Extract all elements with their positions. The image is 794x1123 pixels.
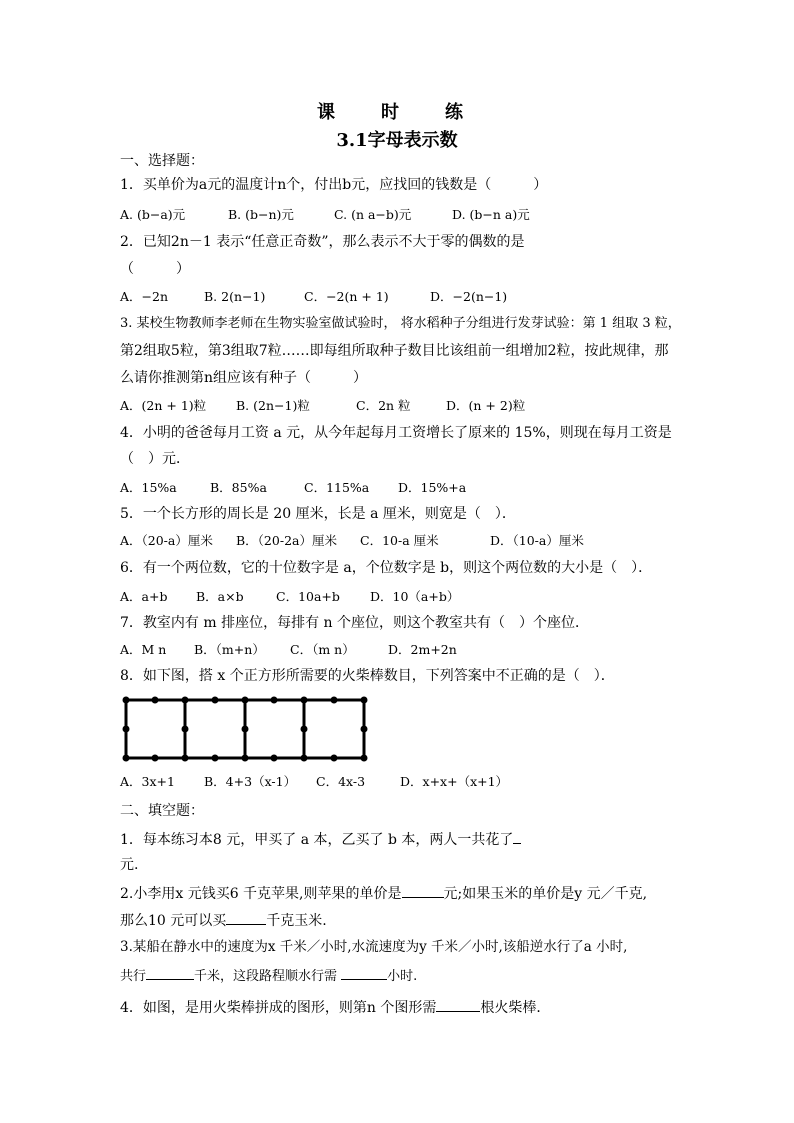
question-4-line-2: （ ）元． (120, 451, 190, 467)
option-a: A．15%a (120, 480, 177, 495)
joint-dot (301, 755, 308, 762)
option-c: C．−2(n + 1) (304, 289, 389, 304)
joint-dot (212, 697, 219, 704)
question-7-stem: 7．教室内有 m 排座位，每排有 n 个座位，则这个教室共有（ ）个座位． (120, 615, 589, 631)
fill-3-text-b: 千米，这段路程顺水行需 (194, 969, 338, 984)
option-d: D．−2(n−1) (430, 289, 508, 304)
fill-3-text-a: 共行 (120, 969, 147, 984)
answer-blank (513, 829, 521, 844)
answer-blank (436, 997, 480, 1012)
joint-dot (182, 697, 189, 704)
joint-dot (271, 755, 278, 762)
answer-blank (341, 965, 387, 980)
option-a: A．(2n + 1)粒 (120, 398, 207, 413)
fill-2-text-c: 那么10 元可以买 (120, 913, 227, 929)
joint-dot (361, 726, 368, 733)
question-4-options (120, 479, 466, 497)
joint-dot (242, 755, 249, 762)
option-c: C．115%a (304, 480, 370, 495)
fill-2-text-d: 千克玉米. (266, 913, 327, 929)
question-2-paren: （ ） (120, 261, 190, 277)
joint-dot (123, 697, 130, 704)
page-subtitle: 3.1字母表示数 (336, 130, 458, 151)
question-7-options (120, 641, 457, 659)
question-1-options (120, 206, 530, 224)
joint-dot (242, 697, 249, 704)
joint-dot (301, 726, 308, 733)
fill-3-line-2 (120, 965, 417, 986)
question-3-options (120, 397, 525, 415)
fill-2-line-1 (120, 883, 647, 903)
fill-4-line-1 (120, 997, 550, 1017)
question-3-line-2: 第2组取5粒，第3组取7粒……即每组所取种子数目比该组前一组增加2粒，按此规律，那 (120, 343, 669, 359)
option-c: C. (n a−b)元 (334, 207, 412, 222)
question-2-stem: 2．已知2n－1 表示“任意正奇数”，那么表示不大于零的偶数的是 (120, 234, 525, 250)
option-d: D．x+x+（x+1） (400, 774, 509, 789)
fill-2-text-a: 2.小李用x 元钱买6 千克苹果,则苹果的单价是 (120, 886, 402, 902)
question-1-stem: 1．买单价为a元的温度计n个，付出b元，应找回的钱数是（ ） (120, 177, 548, 193)
joint-dot (182, 726, 189, 733)
option-d: D．2m+2n (388, 642, 457, 657)
option-c: C．10a+b (276, 589, 340, 604)
question-8-options (120, 773, 508, 791)
option-b: B. (2n−1)粒 (236, 398, 310, 413)
joint-dot (212, 755, 219, 762)
joint-dot (152, 755, 159, 762)
answer-blank (146, 965, 194, 980)
question-4-line-1: 4．小明的爸爸每月工资 a 元，从今年起每月工资增长了原来的 15%，则现在每月工资是 (120, 425, 672, 441)
joint-dot (242, 726, 249, 733)
option-c: C．10-a 厘米 (360, 533, 439, 548)
joint-dot (331, 697, 338, 704)
option-a: A．−2n (120, 289, 169, 304)
option-a: A. (b−a)元 (120, 207, 186, 222)
question-3-line-1: 3. 某校生物教师李老师在生物实验室做试验时， 将水稻种子分组进行发芽试验：第 1 组取 3 粒， (120, 316, 681, 331)
option-a: A．M n (120, 642, 167, 657)
question-6-stem: 6．有一个两位数，它的十位数字是 a，个位数字是 b，则这个两位数的大小是（ ）． (120, 560, 653, 576)
option-d: D. (b−n a)元 (452, 207, 530, 222)
fill-4-text-a: 4．如图，是用火柴棒拼成的图形，则第n 个图形需 (120, 1000, 437, 1016)
joint-dot (182, 755, 189, 762)
joint-dot (331, 755, 338, 762)
joint-dot (123, 755, 130, 762)
fill-2-line-2 (120, 910, 327, 930)
question-8-stem: 8．如下图，搭 x 个正方形所需要的火柴棒数目，下列答案中不正确的是（ ）． (120, 668, 615, 684)
fill-3-text-c: 小时. (387, 969, 418, 984)
fill-3-line-1: 3.某船在静水中的速度为x 千米／小时,水流速度为y 千米／小时,该船逆水行了a 小时, (120, 939, 628, 955)
option-b: B．85%a (210, 480, 267, 495)
question-3-line-3: 么请你推测第n组应该有种子（ ） (120, 370, 368, 386)
fill-4-text-b: 根火柴棒． (480, 1000, 551, 1016)
fill-1-text: 1．每本练习本8 元，甲买了 a 本，乙买了 b 本，两人一共花了 (120, 832, 514, 848)
option-b: B．（20-2a）厘米 (236, 533, 337, 548)
option-a: A．a+b (120, 589, 168, 604)
option-a: A．3x+1 (120, 774, 175, 789)
option-d: D．10（a+b） (370, 589, 460, 604)
question-5-stem: 5．一个长方形的周长是 20 厘米，长是 a 厘米，则宽是（ ）． (120, 506, 516, 522)
fill-2-text-b: 元;如果玉米的单价是y 元／千克, (443, 886, 648, 902)
question-2-options (120, 288, 507, 306)
option-b: B. 2(n−1) (204, 289, 266, 304)
joint-dot (301, 697, 308, 704)
option-b: B．4+3（x-1） (204, 774, 297, 789)
option-d: D．（10-a）厘米 (490, 533, 584, 548)
fill-1-line-1 (120, 829, 521, 849)
page-title: 课 时 练 (317, 102, 477, 123)
option-d: D．(n + 2)粒 (446, 398, 526, 413)
joint-dot (123, 726, 130, 733)
option-b: B．（m+n） (194, 642, 265, 657)
fill-1-line-2: 元. (120, 857, 139, 873)
option-d: D．15%+a (398, 480, 467, 495)
section-heading-choice: 一、选择题： (120, 153, 204, 169)
option-c: C．2n 粒 (356, 398, 411, 413)
option-b: B．a×b (196, 589, 244, 604)
question-6-options (120, 588, 459, 606)
matchstick-squares-figure (122, 694, 372, 766)
option-c: C．（m n） (290, 642, 355, 657)
joint-dot (271, 697, 278, 704)
section-heading-fill: 二、填空题： (120, 803, 204, 819)
option-c: C．4x-3 (316, 774, 366, 789)
option-a: A．（20-a）厘米 (120, 533, 213, 548)
joint-dot (361, 755, 368, 762)
answer-blank (226, 910, 266, 925)
answer-blank (402, 883, 444, 898)
question-5-options (120, 532, 584, 550)
joint-dot (361, 697, 368, 704)
option-b: B. (b−n)元 (228, 207, 294, 222)
joint-dot (152, 697, 159, 704)
